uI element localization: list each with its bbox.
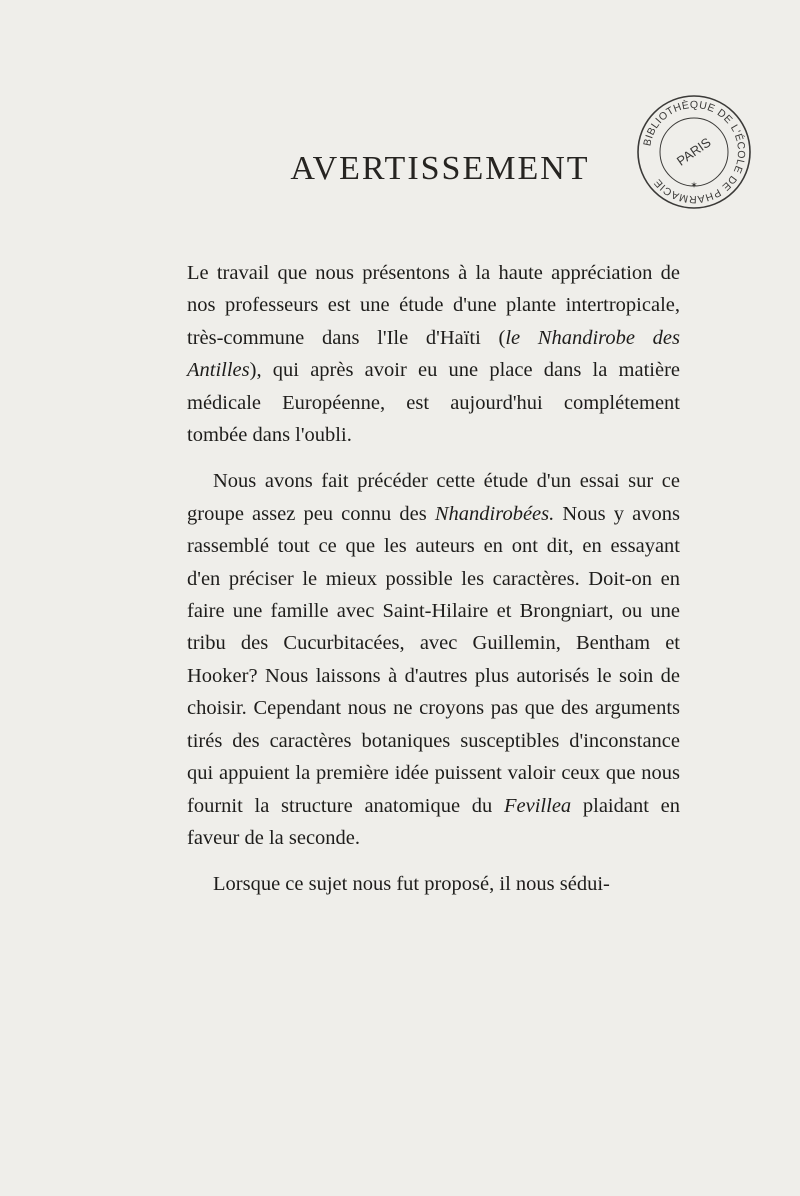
page-title: AVERTISSEMENT xyxy=(290,150,590,187)
stamp-center-text: PARIS xyxy=(673,134,714,169)
paragraph-3: Lorsque ce sujet nous fut proposé, il nous sédui- xyxy=(213,873,610,896)
stamp-star-icon: ✶ xyxy=(690,180,698,190)
stamp-ring-text: BIBLIOTHÈQUE DE L'ÉCOLE DE PHARMACIE xyxy=(641,98,748,206)
paragraph-1: Le travail que nous présentons à la haute appréciation de nos professeurs est une étude d'une plante intertropicale, très-commune dans l'Ile d'Haïti (le Nhandirobe des Antilles), qui après avoir eu une place dans la matière médicale Européenne, est aujourd'hui complétement tombée dans l'oubli. xyxy=(187,262,680,447)
library-stamp xyxy=(634,92,754,212)
paragraph-2: Nous avons fait précéder cette étude d'un essai sur ce groupe assez peu connu des Nhandirobées. Nous y avons rassemblé tout ce que les auteurs en ont dit, en essayant d'en préciser le mieux possible les caractères. Doit-on en faire une famille avec Saint-Hilaire et Brongniart, ou une tribu des Cucurbitacées, avec Guillemin, Bentham et Hooker? Nous laissons à d'autres plus autorisés le soin de choisir. Cependant nous ne croyons pas que des arguments tirés des caractères botaniques susceptibles d'inconstance qui appuient la première idée puissent valoir ceux que nous fournit la structure anatomique du Fevillea plaidant en faveur de la seconde. xyxy=(187,470,681,849)
body-text xyxy=(187,257,680,915)
